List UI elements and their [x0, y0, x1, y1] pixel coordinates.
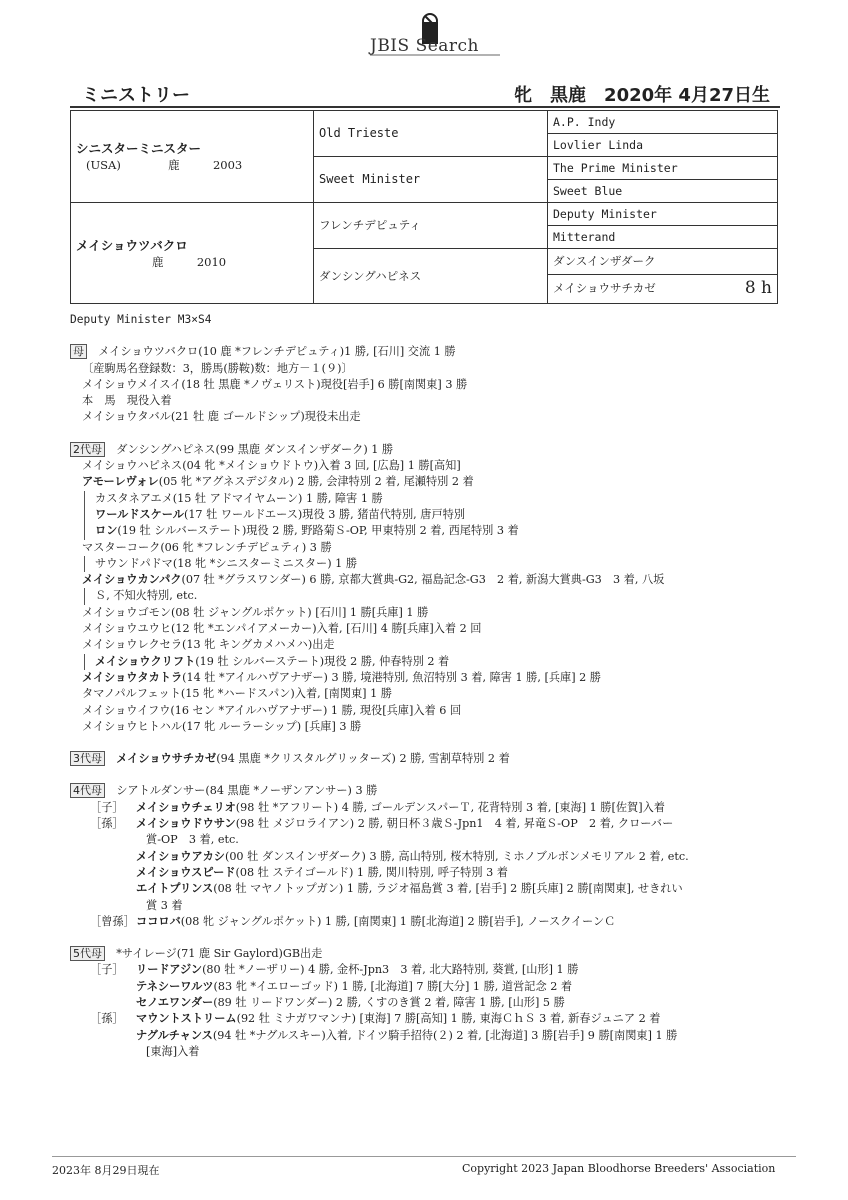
record-text: (92 牡 ミナガワマンナ) [東海] 7 勝[高知] 1 勝, 東海ＣｈＳ 3 着, 新春ジュニア 2 着 [236, 1012, 661, 1026]
horse-name-bold: メイショウスピード [136, 865, 236, 879]
record-text: カスタネアエメ(15 牡 アドマイヤムーン) 1 勝, 障害 1 勝 [95, 491, 383, 505]
horse-name-bold: セノエワンダー [136, 995, 214, 1009]
horse-name-bold: メイショウタカトラ [82, 670, 183, 684]
record-line [70, 783, 780, 799]
horse-name-bold: メイショウチェリオ [136, 800, 236, 814]
record-line [70, 686, 780, 702]
sire-name: シニスターミニスター [76, 141, 202, 157]
record-line [70, 832, 780, 848]
record-text: サウンドパドマ(18 牝 *シニスターミニスター) 1 勝 [95, 556, 358, 570]
record-text: (07 牡 *グラスワンダー) 6 勝, 京都大賞典-G2, 福島記念-G3 2 着, 新潟大賞典-G3 3 着, 八坂 [181, 573, 665, 587]
record-text: (08 牡 マヤノトップガン) 1 勝, ラジオ福島賞 3 着, [岩手] 2 勝[兵庫] 2 勝[南関東], せきれい [213, 882, 683, 896]
horse-name-bold: テネシーワルツ [136, 979, 214, 993]
record-text: 本 馬 現役入着 [82, 394, 172, 408]
record-line [70, 849, 780, 865]
record-line [70, 572, 780, 588]
pedigree-cell: Deputy Minister [548, 202, 778, 225]
record-line [70, 458, 780, 474]
record-line [70, 800, 780, 816]
record-line [70, 442, 780, 458]
record-line [70, 409, 780, 425]
relation-label: ［子］ [90, 963, 124, 977]
record-text: メイショウツバクロ(10 鹿 *フレンチデピュティ)1 勝, [石川] 交流 1 勝 [98, 345, 456, 359]
record-line [70, 751, 780, 767]
record-line [70, 1028, 780, 1044]
spacer [70, 426, 780, 442]
record-line [70, 605, 780, 621]
record-text: (98 牡 *アフリート) 4 勝, ゴールデンスパーＴ, 花背特別 3 着, [東海] 1 勝[佐賀]入着 [235, 800, 665, 814]
pedigree-cell: Lovlier Linda [548, 133, 778, 156]
dam-details: 鹿 2010 [152, 254, 227, 269]
record-text: メイショウユウヒ(12 牝 *エンパイアメーカー)入着, [石川] 4 勝[兵庫]入着 2 回 [82, 622, 482, 636]
sire-sire-cell: Old Trieste [314, 111, 548, 157]
horse-name-bold: ロン [95, 524, 118, 538]
horse-name-bold: メイショウカンパク [82, 573, 182, 587]
footer-date: 2023年 8月29日現在 [52, 1164, 160, 1177]
dam-name: メイショウツバクロ [76, 237, 188, 253]
record-line [84, 507, 780, 523]
record-text: 〔産駒馬名登録数：3，勝馬(勝鞍)数：地方－１(９)〕 [82, 361, 353, 375]
dam-cell [71, 202, 314, 303]
title-row [70, 78, 780, 108]
record-line [70, 979, 780, 995]
horse-name-bold: メイショウアカシ [136, 849, 225, 863]
record-text: 賞 3 着 [146, 898, 183, 912]
relation-label: ［孫］ [90, 1012, 124, 1026]
sire-details: (USA) 鹿 2003 [86, 158, 243, 173]
record-text: (94 黒鹿 *クリスタルグリッターズ) 2 勝, 雪割草特別 2 着 [216, 752, 510, 766]
relation-label: ［曾孫］ [90, 914, 135, 928]
horse-name-bold: ココロバ [136, 914, 181, 928]
record-line [70, 621, 780, 637]
record-text: タマノパルフェット(15 牝 *ハードスパン)入着, [南関東] 1 勝 [82, 687, 392, 701]
record-text: メイショウレクセラ(13 牝 キングカメハメハ)出走 [82, 638, 335, 652]
record-text: シアトルダンサー(84 黒鹿 *ノーザンアンサー) 3 勝 [116, 784, 378, 798]
record-line [70, 898, 780, 914]
horse-name-bold: エイトプリンス [136, 882, 214, 896]
dam-dam-cell: ダンシングハピネス [314, 248, 548, 303]
record-text: (08 牝 ジャングルポケット) 1 勝, [南関東] 1 勝[北海道] 2 勝[岩手], ノースクイーンＣ [180, 914, 616, 928]
record-text: ダンシングハピネス(99 黒鹿 ダンスインザダーク) 1 勝 [116, 442, 394, 456]
record-line [70, 816, 780, 832]
sire-cell [71, 111, 314, 203]
record-text: [東海]入着 [146, 1044, 200, 1058]
pedigree-cell: The Prime Minister [548, 156, 778, 179]
title-divider [70, 106, 780, 108]
record-line [70, 377, 780, 393]
record-text: (14 牡 *アイルハヴアナザー) 3 勝, 境港特別, 魚沼特別 3 着, 障害 1 勝, [兵庫] 2 勝 [182, 670, 601, 684]
record-line [84, 654, 780, 670]
record-text: *サイレージ(71 鹿 Sir Gaylord)GB出走 [116, 947, 323, 961]
pedigree-cell: Sweet Blue [548, 179, 778, 202]
relation-label: ［子］ [90, 800, 124, 814]
record-text: (00 牡 ダンスインザダーク) 3 勝, 高山特別, 桜木特別, ミホノブルボンメモリアル 2 着, etc. [224, 849, 689, 863]
horse-name-bold: マウントストリーム [136, 1012, 237, 1026]
dam-sire-cell: フレンチデピュティ [314, 202, 548, 248]
record-line [70, 540, 780, 556]
generation-tag: 3代母 [70, 751, 105, 766]
sire-dam-cell: Sweet Minister [314, 156, 548, 202]
record-line [70, 670, 780, 686]
horse-name-bold: メイショウドウサン [136, 817, 236, 831]
record-line [70, 962, 780, 978]
record-line [84, 556, 780, 572]
record-text: Ｓ, 不知火特別, etc. [95, 589, 198, 603]
record-text: (98 牡 メジロライアン) 2 勝, 朝日杯３歳Ｓ-Jpn1 4 着, 昇竜Ｓ-OP 2 着, クローバー [235, 817, 674, 831]
footer-divider [52, 1156, 796, 1157]
generation-tag: 母 [70, 344, 87, 359]
record-text: メイショウタバル(21 牡 鹿 ゴールドシップ)現役未出走 [82, 410, 361, 424]
pedigree-table [70, 110, 778, 304]
generation-tag: 5代母 [70, 946, 105, 961]
record-line [70, 393, 780, 409]
horse-name-bold: ワールドスケール [95, 507, 184, 521]
record-text: (05 牝 *アグネスデジタル) 2 勝, 会津特別 2 着, 尾瀬特別 2 着 [158, 475, 474, 489]
record-text: (19 牡 シルバーステート)現役 2 勝, 仲春特別 2 着 [195, 654, 450, 668]
record-text: メイショウハピネス(04 牝 *メイショウドトウ)入着 3 回, [広島] 1 勝[高知] [82, 459, 461, 473]
horse-name-bold: ナグルチャンス [136, 1028, 213, 1042]
spacer [70, 767, 780, 783]
jbis-logo [370, 12, 500, 58]
record-line [70, 881, 780, 897]
record-line [70, 995, 780, 1011]
record-line [70, 865, 780, 881]
spacer [70, 930, 780, 946]
horse-info: 牝 黒鹿 2020年 4月27日生 [514, 85, 770, 106]
record-line [70, 474, 780, 490]
record-line [70, 1011, 780, 1027]
record-text: (19 牡 シルバーステート)現役 2 勝, 野路菊Ｓ-OP, 甲東特別 2 着, 西尾特別 3 着 [117, 524, 519, 538]
family-record [70, 312, 780, 1060]
record-text: 賞-OP 3 着, etc. [146, 833, 239, 847]
record-line [70, 344, 780, 360]
record-text: メイショウヒトハル(17 牝 ルーラーシップ) [兵庫] 3 勝 [82, 719, 362, 733]
pedigree-cell: Mitterand [548, 225, 778, 248]
horse-name-bold: リードアジン [136, 963, 203, 977]
pedigree-cell: A.P. Indy [548, 111, 778, 134]
record-line [70, 914, 780, 930]
record-lines [70, 344, 780, 1060]
record-line [70, 719, 780, 735]
horse-name: ミニストリー [82, 85, 190, 106]
record-text: (80 牡 *ノーザリー) 4 勝, 金杯-Jpn3 3 着, 北大路特別, 葵賞, [山形] 1 勝 [202, 963, 579, 977]
record-text: メイショウゴモン(08 牡 ジャングルポケット) [石川] 1 勝[兵庫] 1 勝 [82, 605, 429, 619]
record-line [70, 637, 780, 653]
inbreeding-note: Deputy Minister M3×S4 [70, 313, 212, 326]
pedigree-cell: ダンスインザダーク [548, 248, 778, 274]
pedigree-cell-last: 8 h メイショウサチカゼ [548, 274, 778, 303]
record-line [70, 361, 780, 377]
horse-name-bold: アモーレヴォレ [82, 475, 159, 489]
logo-text: JBIS Search [370, 36, 480, 56]
record-text: メイショウメイスイ(18 牡 黒鹿 *ノヴェリスト)現役[岩手] 6 勝[南関東] 3 勝 [82, 377, 468, 391]
record-line [84, 491, 780, 507]
generation-tag: 4代母 [70, 783, 105, 798]
record-line [70, 946, 780, 962]
inbreeding-badge: 8 h [744, 277, 772, 298]
relation-label: ［孫］ [90, 817, 124, 831]
record-text: (83 牝 *イエローゴッド) 1 勝, [北海道] 7 勝[大分] 1 勝, 道営記念 2 着 [213, 979, 573, 993]
record-line [84, 523, 780, 539]
record-line [70, 1044, 780, 1060]
footer-copyright: Copyright 2023 Japan Bloodhorse Breeders' Association [462, 1162, 776, 1175]
horse-name-bold: メイショウサチカゼ [116, 752, 217, 766]
record-text: (08 牡 ステイゴールド) 1 勝, 関川特別, 呼子特別 3 着 [235, 865, 508, 879]
record-text: メイショウイフウ(16 セン *アイルハヴアナザー) 1 勝, 現役[兵庫]入着 6 回 [82, 703, 462, 717]
record-text: (17 牡 ワールドエース)現役 3 勝, 猪苗代特別, 唐戸特別 [183, 507, 466, 521]
record-text: マスターコーク(06 牝 *フレンチデピュティ) 3 勝 [82, 540, 332, 554]
generation-tag: 2代母 [70, 442, 105, 457]
spacer [70, 735, 780, 751]
record-text: (89 牡 リードワンダー) 2 勝, くすのき賞 2 着, 障害 1 勝, [山形] 5 勝 [213, 995, 565, 1009]
record-line [70, 703, 780, 719]
horse-name-bold: メイショウクリフト [95, 654, 196, 668]
record-text: (94 牡 *ナグルスキー)入着, ドイツ騎手招待(２) 2 着, [北海道] 3 勝[岩手] 9 勝[南関東] 1 勝 [212, 1028, 678, 1042]
record-line [84, 588, 780, 604]
